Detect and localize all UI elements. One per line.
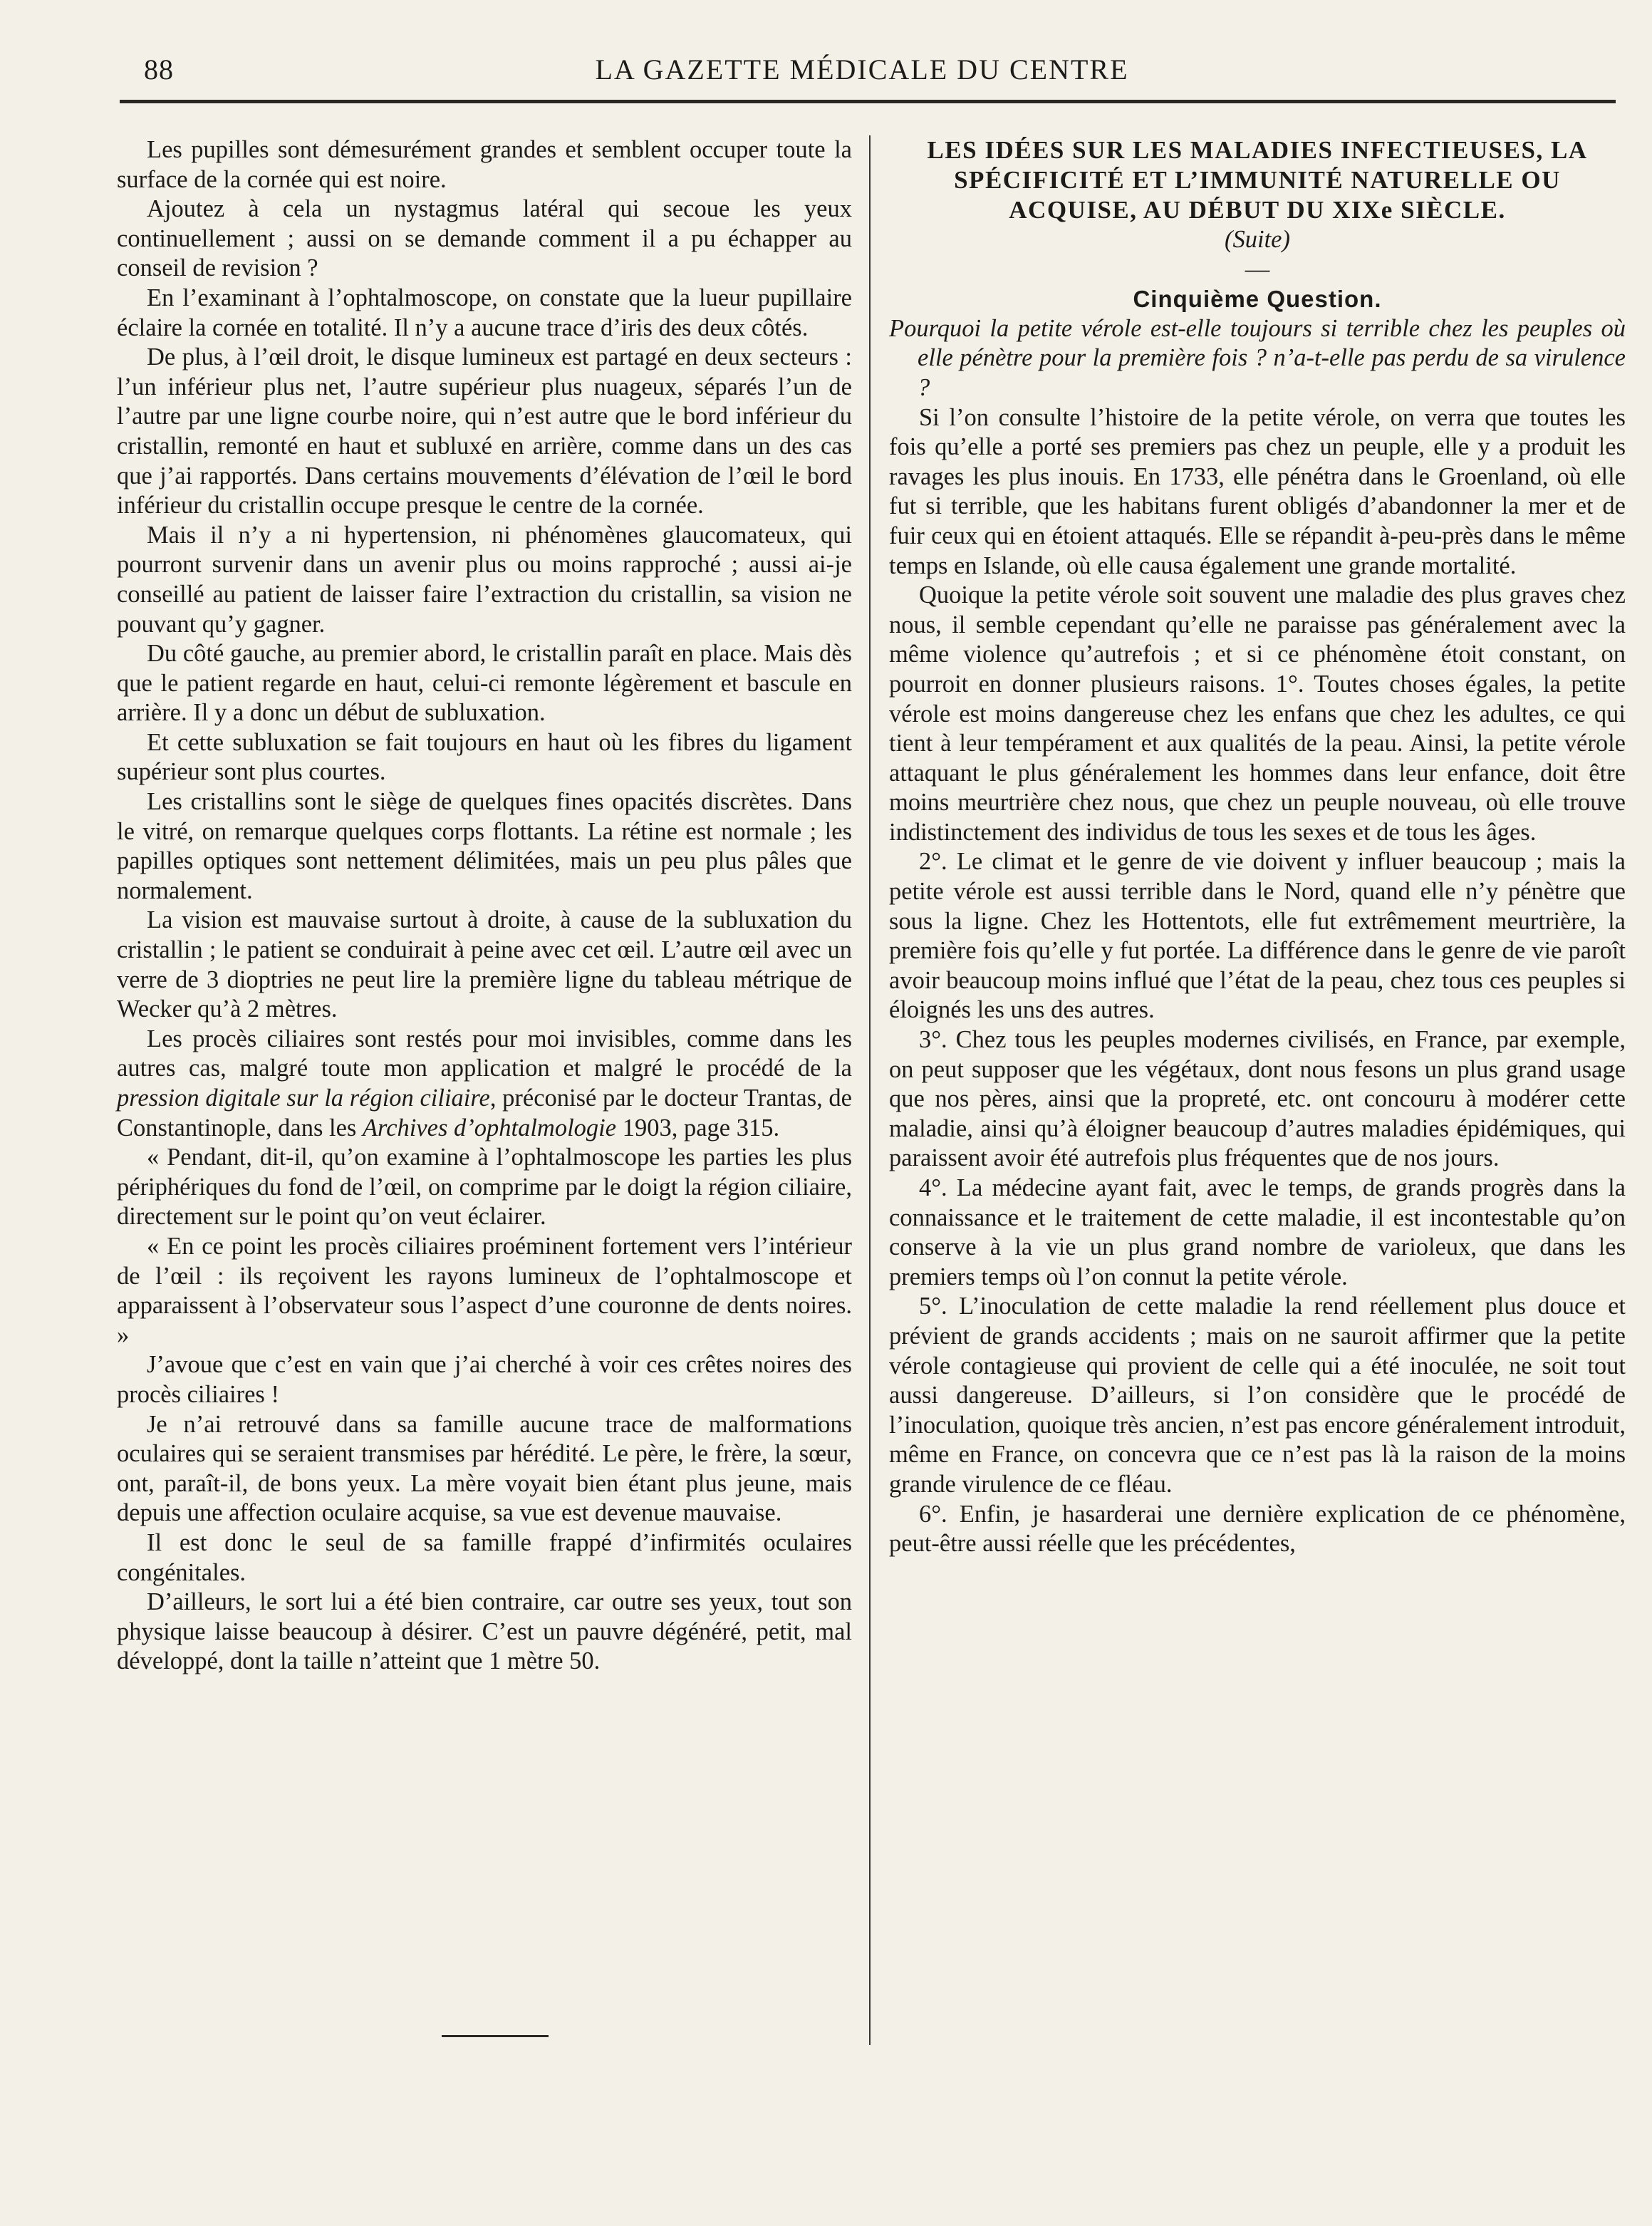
paragraph: Je n’ai retrouvé dans sa famille aucune trace de malformations oculaires qui se seraient transmises par hérédité. Le père, le frère, la sœur, ont, paraît-il, de bons yeux. La mère voyait bien étant plus jeune, mais depuis une affection oculaire acquise, sa vue est devenue mauvaise. bbox=[117, 1410, 852, 1527]
running-title: LA GAZETTE MÉDICALE DU CENTRE bbox=[595, 53, 1129, 86]
text-run: , préconisé par le docteur Trantas, de Constantinople, dans les bbox=[117, 1084, 852, 1142]
paragraph: 5°. L’inoculation de cette maladie la rend réellement plus douce et prévient de grands accidents ; mais on ne sauroit affirmer que la petite vérole contagieuse qui provient de celle qui a été inoculée, ne soit tout aussi dangereuse. D’ailleurs, si l’on considère que le procédé de l’inoculation, quoique très ancien, n’est pas encore généralement introduit, même en France, on concevra que ce n’est pas là la raison de la moins grande virulence de ce fléau. bbox=[889, 1293, 1626, 1498]
right-column bbox=[889, 135, 1626, 1559]
paragraph: Quoique la petite vérole soit souvent une maladie des plus graves chez nous, il semble cependant qu’elle ne paraisse pas généralement avec la même violence qu’autrefois ; et si ce phénomène étoit constant, on pourroit en donner plusieurs raisons. 1°. Toutes choses égales, la petite vérole est moins dangereuse chez les enfans que chez les adultes, ce qui tient à leur tempérament et aux qualités de la peau. Ainsi, la petite vérole attaquant le plus généralement les hommes dans leur enfance, doit être moins meurtrière chez nous, que chez un peuple nouveau, où elle trouve indistinctement des individus de tous les sexes et de tous les âges. bbox=[889, 581, 1626, 846]
paragraph: Si l’on consulte l’histoire de la petite vérole, on verra que toutes les fois qu’elle a porté ses premiers pas chez un peuple, elle y a produit les ravages les plus inouis. En 1733, elle pénétra dans le Groenland, où elle fut si terrible, que les habitans furent obligés d’abandonner la mer et de fuir ceux qui en étoient attaqués. Elle se répandit à-peu-près dans le même temps en Islande, où elle causa également une grande mortalité. bbox=[889, 403, 1626, 579]
paragraph: Les cristallins sont le siège de quelques fines opacités discrètes. Dans le vitré, on remarque quelques corps flottants. La rétine est normale ; les papilles optiques sont nettement délimitées, mais un peu plus pâles que normalement. bbox=[117, 788, 852, 904]
paragraph: J’avoue que c’est en vain que j’ai cherché à voir ces crêtes noires des procès ciliaires ! bbox=[117, 1351, 852, 1408]
page-number: 88 bbox=[144, 53, 174, 86]
paragraph: Mais il n’y a ni hypertension, ni phénomènes glaucomateux, qui pourront survenir dans un avenir plus ou moins rapproché ; aussi ai-je conseillé au patient de laisser faire l’extraction du cristallin, sa vision ne pouvant qu’y gagner. bbox=[117, 521, 852, 638]
page-header bbox=[107, 48, 1617, 93]
text-run: Les procès ciliaires sont restés pour moi invisibles, comme dans les autres cas, malgré toute mon application et malgré le procédé de la bbox=[117, 1025, 852, 1082]
section-title: Cinquième Question. bbox=[1133, 286, 1382, 313]
paragraph: 2°. Le climat et le genre de vie doivent y influer beaucoup ; mais la petite vérole est aussi terrible dans le Nord, quand elle n’y pénètre que sous la ligne. Chez les Hottentots, elle fut extrêmement meurtrière, la première fois qu’elle y fut portée. La différence dans le genre de vie paroît avoir beaucoup moins influé que l’état de la peau, chez tous ces peuples si éloignés les uns des autres. bbox=[889, 848, 1626, 1024]
article-title: LES IDÉES SUR LES MALADIES INFECTIEUSES, LA SPÉCIFICITÉ ET L’IMMUNITÉ NATURELLE OU ACQUISE, AU DÉBUT DU XIXe SIÈCLE. bbox=[927, 136, 1588, 224]
italic-term: pression digitale sur la région ciliaire bbox=[117, 1084, 490, 1112]
paragraph: Et cette subluxation se fait toujours en haut où les fibres du ligament supérieur sont plus courtes. bbox=[117, 728, 852, 786]
paragraph: Du côté gauche, au premier abord, le cristallin paraît en place. Mais dès que le patient regarde en haut, celui-ci remonte légèrement et bascule en arrière. Il y a donc un début de subluxation. bbox=[117, 640, 852, 727]
paragraph: De plus, à l’œil droit, le disque lumineux est partagé en deux secteurs : l’un inférieur plus net, l’autre supérieur plus nuageux, séparés l’un de l’autre par une ligne courbe noire, qui n’est autre que le bord inférieur du cristallin, remonté en haut et subluxé en arrière, comme dans un des cas que j’ai rapportés. Dans certains mouvements d’élévation de l’œil le bord inférieur du cristallin occupe presque le centre de la cornée. bbox=[117, 343, 852, 519]
paragraph: Il est donc le seul de sa famille frappé d’infirmités oculaires congénitales. bbox=[117, 1528, 852, 1586]
paragraph: Ajoutez à cela un nystagmus latéral qui secoue les yeux continuellement ; aussi on se demande comment il a pu échapper au conseil de revision ? bbox=[117, 195, 852, 282]
separator-dash: — bbox=[1245, 255, 1270, 283]
paragraph: Les pupilles sont démesurément grandes et semblent occuper toute la surface de la cornée qui est noire. bbox=[117, 136, 852, 193]
question-text: Pourquoi la petite vérole est-elle toujours si terrible chez les peuples où elle pénètre pour la première fois ? n’a-t-elle pas perdu de sa virulence ? bbox=[889, 314, 1626, 401]
paragraph-with-citation bbox=[117, 1025, 852, 1143]
header-rule bbox=[120, 100, 1616, 103]
continuation-note: (Suite) bbox=[1225, 226, 1290, 253]
paragraph: La vision est mauvaise surtout à droite, à cause de la subluxation du cristallin ; le patient se conduirait à peine avec cet œil. L’autre œil avec un verre de 3 dioptries ne peut lire la première ligne du tableau métrique de Wecker qu’à 2 mètres. bbox=[117, 906, 852, 1023]
paragraph: En l’examinant à l’ophtalmoscope, on constate que la lueur pupillaire éclaire la cornée en totalité. Il n’y a aucune trace d’iris des deux côtés. bbox=[117, 284, 852, 341]
paragraph: 4°. La médecine ayant fait, avec le temps, de grands progrès dans la connaissance et le traitement de cette maladie, il est incontestable qu’on conserve à la vie un plus grand nombre de varioleux, que dans les premiers temps où l’on connut la petite vérole. bbox=[889, 1174, 1626, 1290]
journal-title: Archives d’ophtalmologie bbox=[362, 1114, 617, 1142]
paragraph: 3°. Chez tous les peuples modernes civilisés, en France, par exemple, on peut supposer que les végétaux, dont nous fesons un plus grand usage que nos pères, ainsi que la propreté, etc. ont concouru à modérer cette maladie, ainsi qu’à éloigner beaucoup d’autres maladies épidémiques, qui paraissent avoir été autrefois plus fréquentes que de nos jours. bbox=[889, 1026, 1626, 1172]
column-divider bbox=[869, 135, 871, 2045]
end-rule bbox=[442, 2035, 549, 2037]
paragraph: « Pendant, dit-il, qu’on examine à l’ophtalmoscope les parties les plus périphériques du fond de l’œil, on comprime par le doigt la région ciliaire, directement sur le point qu’on veut éclairer. bbox=[117, 1144, 852, 1231]
text-run: 1903, page 315. bbox=[616, 1114, 780, 1142]
paragraph: « En ce point les procès ciliaires proéminent fortement vers l’intérieur de l’œil : ils reçoivent les rayons lumineux de l’ophtalmoscope et apparaissent à l’observateur sous l’aspect d’une couronne de dents noires. » bbox=[117, 1232, 852, 1349]
left-column bbox=[117, 135, 852, 1677]
paragraph: D’ailleurs, le sort lui a été bien contraire, car outre ses yeux, tout son physique laisse beaucoup à désirer. C’est un pauvre dégénéré, petit, mal développé, dont la taille n’atteint que 1 mètre 50. bbox=[117, 1588, 852, 1675]
paragraph: 6°. Enfin, je hasarderai une dernière explication de ce phénomène, peut-être aussi réelle que les précédentes, bbox=[889, 1500, 1626, 1558]
